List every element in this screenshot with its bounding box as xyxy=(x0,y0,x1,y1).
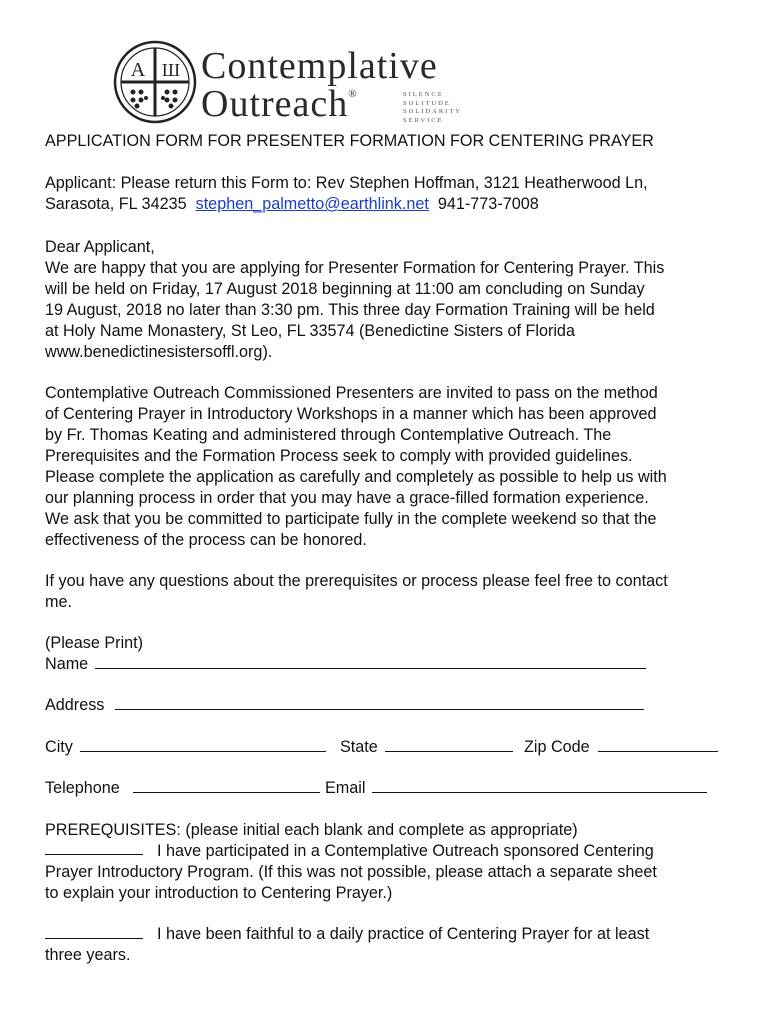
telephone-field[interactable] xyxy=(133,792,320,793)
letter-greeting: Dear Applicant, xyxy=(45,238,155,256)
logo-tagline: SILENCE SOLITUDE SOLIDARITY SERVICE xyxy=(403,91,462,124)
para1-line: 19 August, 2018 no later than 3:30 pm. This three day Formation Training will be held xyxy=(45,301,655,319)
svg-text:Ш: Ш xyxy=(161,60,181,80)
address-label: Address xyxy=(45,696,105,714)
para1-line: We are happy that you are applying for Presenter Formation for Centering Prayer. This xyxy=(45,259,665,277)
svg-text:A: A xyxy=(130,59,146,81)
para2-line: effectiveness of the process can be honored. xyxy=(45,531,367,549)
logo-seal-icon xyxy=(113,40,197,124)
applicant-line-1: Applicant: Please return this Form to: Rev Stephen Hoffman, 3121 Heatherwood Ln, xyxy=(45,174,648,192)
zip-label: Zip Code xyxy=(524,738,590,756)
document-title: APPLICATION FORM FOR PRESENTER FORMATION FOR CENTERING PRAYER xyxy=(45,132,654,150)
logo-wordmark-top: Contemplative xyxy=(201,45,438,87)
email-label: Email xyxy=(325,779,366,797)
prereq1-line: I have participated in a Contemplative Outreach sponsored Centering xyxy=(157,842,654,860)
para2-line: by Fr. Thomas Keating and administered through Contemplative Outreach. The xyxy=(45,426,612,444)
city-field[interactable] xyxy=(80,751,326,752)
name-field[interactable] xyxy=(95,668,646,669)
prereq2-line: I have been faithful to a daily practice of Centering Prayer for at least xyxy=(157,925,650,943)
applicant-line-2: Sarasota, FL 34235 stephen_palmetto@earthlink.net 941-773-7008 xyxy=(45,195,539,213)
para2-line: We ask that you be committed to participate fully in the complete weekend so that the xyxy=(45,510,657,528)
initial-blank-1[interactable] xyxy=(45,854,143,855)
para1-line: www.benedictinesistersoffl.org). xyxy=(45,343,273,361)
state-field[interactable] xyxy=(385,751,513,752)
telephone-label: Telephone xyxy=(45,779,120,797)
para3-line: me. xyxy=(45,593,72,611)
email-field[interactable] xyxy=(372,792,707,793)
contemplative-outreach-logo xyxy=(113,40,473,126)
para2-line: our planning process in order that you may have a grace-filled formation experience. xyxy=(45,489,649,507)
zip-field[interactable] xyxy=(598,751,718,752)
para2-line: Prerequisites and the Formation Process seek to comply with provided guidelines. xyxy=(45,447,633,465)
para1-line: will be held on Friday, 17 August 2018 beginning at 11:00 am concluding on Sunday xyxy=(45,280,645,298)
para2-line: Contemplative Outreach Commissioned Presenters are invited to pass on the method xyxy=(45,384,658,402)
city-label: City xyxy=(45,738,73,756)
logo-wordmark-bottom: Outreach® xyxy=(201,83,358,125)
email-link[interactable]: stephen_palmetto@earthlink.net xyxy=(195,195,429,213)
name-label: Name xyxy=(45,655,89,673)
state-label: State xyxy=(340,738,378,756)
prerequisites-heading: PREREQUISITES: (please initial each blank and complete as appropriate) xyxy=(45,821,578,839)
prereq1-line: Prayer Introductory Program. (If this was not possible, please attach a separate sheet xyxy=(45,863,657,881)
print-note: (Please Print) xyxy=(45,634,144,652)
initial-blank-2[interactable] xyxy=(45,938,143,939)
para1-line: at Holy Name Monastery, St Leo, FL 33574 (Benedictine Sisters of Florida xyxy=(45,322,575,340)
para2-line: Please complete the application as carefully and completely as possible to help us with xyxy=(45,468,667,486)
para2-line: of Centering Prayer in Introductory Workshops in a manner which has been approved xyxy=(45,405,657,423)
prereq1-line: to explain your introduction to Centering Prayer.) xyxy=(45,884,393,902)
address-field[interactable] xyxy=(115,709,644,710)
prereq2-line: three years. xyxy=(45,946,131,964)
para3-line: If you have any questions about the prerequisites or process please feel free to contact xyxy=(45,572,668,590)
